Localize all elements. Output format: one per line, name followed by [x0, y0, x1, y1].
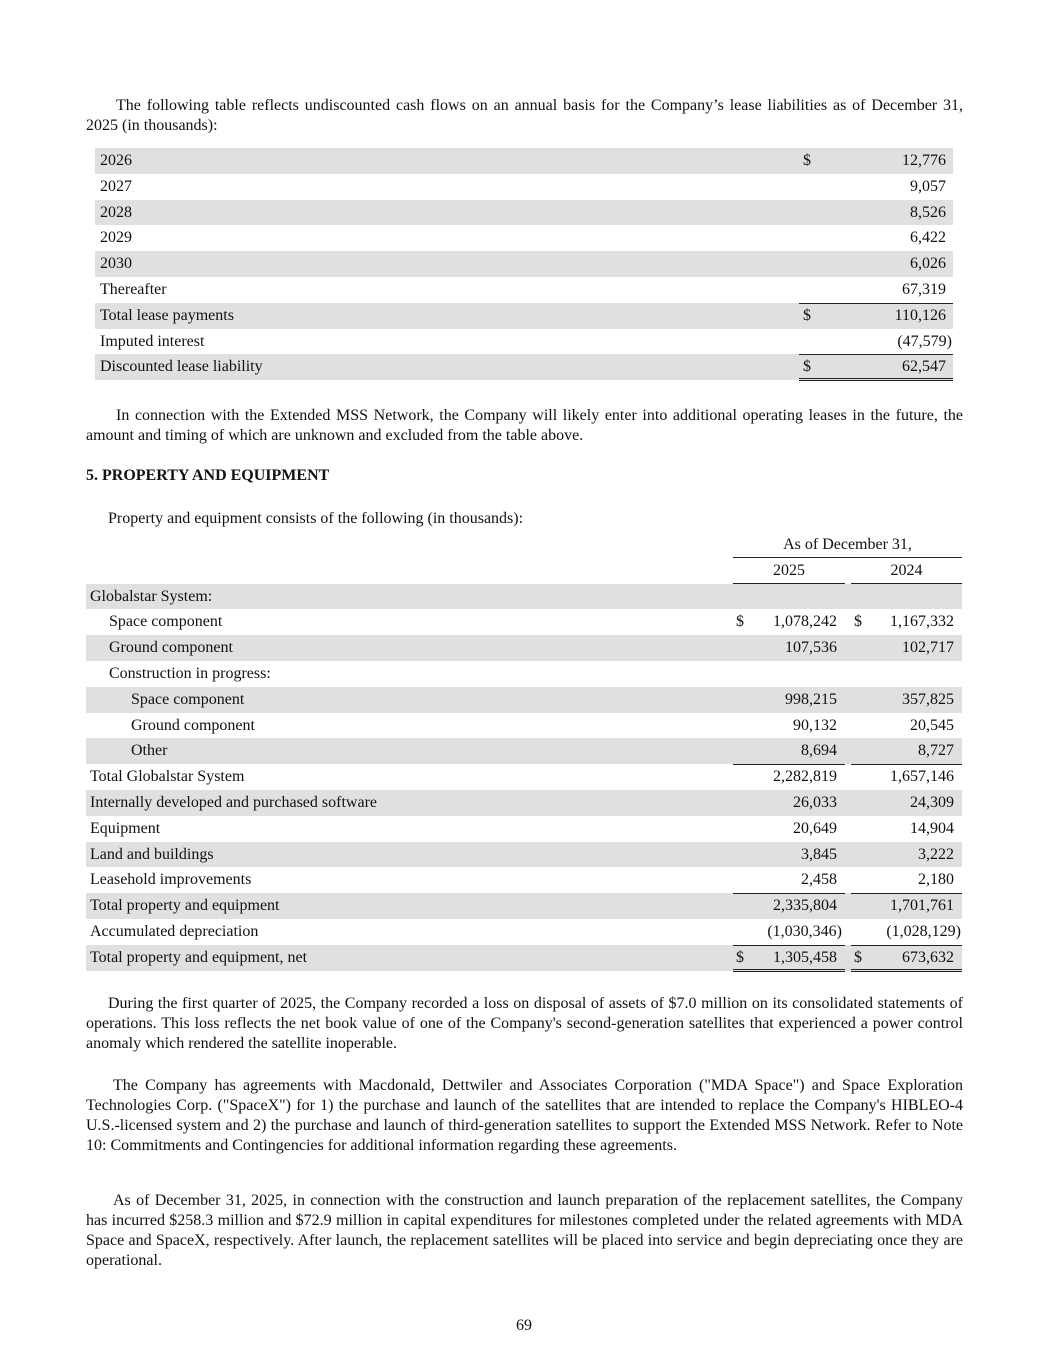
page-number: 69: [516, 1317, 532, 1334]
value-2024: 14,904: [910, 819, 954, 837]
property-equipment-table: [86, 532, 962, 971]
currency-symbol: $: [803, 306, 811, 324]
row-label: Space component: [131, 690, 245, 708]
agreements-paragraph: The Company has agreements with Macdonald, Dettwiler and Associates Corporation ("MDA Space") and Space Exploration Technologies Corp. ("SpaceX") for 1) the purchase and launch of the satellites that are intended to replace the Company's HIBLEO-4 U.S.-licensed system and 2) the purchase and launch of third-generation satellites to support the Extended MSS Network. Refer to Note 10: Commitments and Contingencies for additional information regarding these agreements.: [86, 1077, 963, 1154]
row-label: Internally developed and purchased software: [90, 793, 377, 811]
table-row: [86, 842, 962, 868]
currency-symbol: $: [854, 948, 862, 966]
table-row: [86, 661, 962, 687]
table-row: [86, 687, 962, 713]
value-2025: 26,033: [793, 793, 837, 811]
value-2025: 107,536: [785, 639, 837, 657]
header-2024: 2024: [890, 561, 923, 579]
row-value: 67,319: [902, 280, 946, 298]
table-row: [95, 148, 953, 174]
table-row: [86, 713, 962, 739]
table-row: [95, 329, 953, 355]
table-row: [86, 790, 962, 816]
table-row: [95, 251, 953, 277]
row-label: 2026: [100, 152, 132, 169]
value-2024: 357,825: [902, 690, 954, 708]
value-2024: 24,309: [910, 793, 954, 811]
row-label: Construction in progress:: [109, 664, 271, 682]
double-underline: [733, 969, 845, 972]
capex-paragraph: As of December 31, 2025, in connection with the construction and launch preparation of the replacement satellites, the Company has incurred $258.3 million and $72.9 million in capital expenditures for milestones completed under the related agreements with MDA Space and SpaceX, respectively. After launch, the replacement satellites will be placed into service and begin depreciating once they are operational.: [86, 1192, 963, 1269]
table-row-subtotal: [86, 764, 962, 790]
value-2025: 2,282,819: [773, 768, 837, 786]
row-label: 2030: [100, 255, 132, 273]
table-header-group: [86, 532, 962, 558]
value-2025: 1,305,458: [773, 948, 837, 966]
value-2024: 1,701,761: [890, 897, 954, 915]
row-label: Discounted lease liability: [100, 358, 263, 376]
currency-symbol: $: [803, 152, 811, 169]
value-2024: 1,167,332: [890, 613, 954, 631]
row-label: Globalstar System:: [90, 587, 213, 605]
value-2025: 2,335,804: [773, 897, 837, 915]
row-value: 8,526: [910, 203, 946, 221]
table-row: [86, 738, 962, 764]
row-label: Thereafter: [100, 280, 167, 298]
lease-cash-flow-table: [95, 148, 953, 380]
row-label: Ground component: [109, 639, 233, 657]
row-value: 62,547: [902, 358, 946, 376]
row-label: 2029: [100, 229, 132, 247]
table-header-years: [86, 558, 962, 584]
table-row-total: [95, 303, 953, 329]
value-2025: (1,030,346): [767, 922, 842, 940]
row-label: Accumulated depreciation: [90, 922, 259, 940]
value-2025: 998,215: [785, 690, 837, 708]
table-row: [95, 174, 953, 200]
value-2025: 90,132: [793, 716, 837, 734]
table-row-subtotal: [86, 893, 962, 919]
row-label: Total property and equipment: [90, 897, 280, 915]
value-2024: (1,028,129): [886, 922, 961, 940]
row-label: Land and buildings: [90, 845, 214, 863]
value-2025: 20,649: [793, 819, 837, 837]
loss-paragraph: During the first quarter of 2025, the Company recorded a loss on disposal of assets of $7.0 million on its consolidated statements of operations. This loss reflects the net book value of one of the Company's second-generation satellites that experienced a power control anomaly which rendered the satellite inoperable.: [86, 995, 963, 1052]
row-label: Leasehold improvements: [90, 871, 252, 889]
value-2025: 8,694: [801, 742, 837, 760]
value-2024: 3,222: [918, 845, 954, 863]
section-heading: 5. PROPERTY AND EQUIPMENT: [86, 467, 330, 484]
row-value: 12,776: [902, 152, 946, 169]
table-row: [95, 200, 953, 226]
table-row: [86, 919, 962, 945]
value-2025: 3,845: [801, 845, 837, 863]
row-label: 2027: [100, 177, 132, 195]
table-row: [86, 584, 962, 610]
row-value: 6,026: [910, 255, 946, 273]
value-2025: 2,458: [801, 871, 837, 889]
currency-symbol: $: [736, 948, 744, 966]
header-2025: 2025: [773, 561, 805, 579]
value-2024: 102,717: [902, 639, 954, 657]
value-2024: 2,180: [918, 871, 954, 889]
header-as-of: As of December 31,: [783, 536, 912, 553]
row-label: 2028: [100, 203, 132, 221]
value-2024: 8,727: [918, 742, 954, 760]
row-value: (47,579): [897, 332, 952, 350]
row-label: Space component: [109, 613, 223, 631]
row-label: Other: [131, 742, 168, 760]
table-row: [95, 277, 953, 303]
currency-symbol: $: [736, 613, 744, 631]
row-value: 6,422: [910, 229, 946, 247]
table-row: [86, 609, 962, 635]
extended-mss-paragraph: In connection with the Extended MSS Network, the Company will likely enter into additional operating leases in the future, the amount and timing of which are unknown and excluded from the table above.: [86, 407, 963, 444]
row-label: Total lease payments: [100, 306, 234, 324]
double-underline: [851, 969, 962, 972]
intro-paragraph: The following table reflects undiscounted cash flows on an annual basis for the Company’s lease liabilities as of December 31, 2025 (in thousands):: [86, 97, 963, 134]
value-2024: 673,632: [902, 948, 954, 966]
value-2024: 20,545: [910, 716, 954, 734]
row-label: Imputed interest: [100, 332, 205, 350]
double-underline: [799, 378, 953, 381]
row-value: 110,126: [894, 306, 946, 324]
currency-symbol: $: [854, 613, 862, 631]
table-row: [86, 816, 962, 842]
table-row: [86, 635, 962, 661]
table-row-grand-total: [95, 354, 953, 380]
currency-symbol: $: [803, 358, 811, 376]
row-value: 9,057: [910, 177, 946, 195]
table-row: [95, 225, 953, 251]
row-label: Total property and equipment, net: [90, 948, 308, 966]
row-label: Total Globalstar System: [90, 768, 245, 786]
table-row: [86, 867, 962, 893]
value-2025: 1,078,242: [773, 613, 837, 631]
table-row-grand-total: [86, 945, 962, 971]
property-intro: Property and equipment consists of the following (in thousands):: [108, 510, 524, 527]
row-label: Ground component: [131, 716, 255, 734]
value-2024: 1,657,146: [890, 768, 954, 786]
row-label: Equipment: [90, 819, 161, 837]
